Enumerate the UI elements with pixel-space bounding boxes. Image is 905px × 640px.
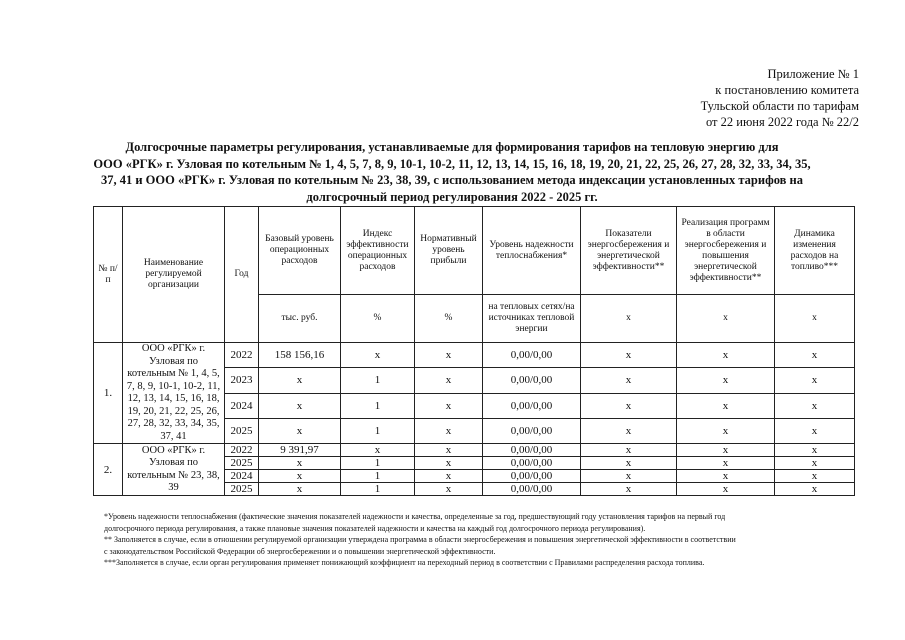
title-line: Долгосрочные параметры регулирования, устанавливаемые для формирования тарифов на тепловую энергию для xyxy=(125,140,779,154)
unit-index: % xyxy=(341,295,415,343)
cell-program: х xyxy=(677,470,775,483)
unit-energy: х xyxy=(581,295,677,343)
cell-index: 1 xyxy=(341,418,415,443)
unit-profit: % xyxy=(415,295,483,343)
cell-reliability: 0,00/0,00 xyxy=(483,483,581,496)
cell-base: 158 156,16 xyxy=(259,343,341,368)
parameters-table xyxy=(93,206,855,496)
header-program: Реализация программ в области энергосбережения и повышения энергетической эффективности** xyxy=(677,207,775,295)
header-energy: Показатели энергосбережения и энергетической эффективности** xyxy=(581,207,677,295)
cell-program: х xyxy=(677,483,775,496)
header-row xyxy=(94,207,855,295)
header-year: Год xyxy=(225,207,259,343)
header-org: Наименование регулируемой организации xyxy=(123,207,225,343)
cell-fuel: х xyxy=(775,483,855,496)
appendix-line: Приложение № 1 xyxy=(767,67,859,81)
cell-fuel: х xyxy=(775,368,855,393)
cell-reliability: 0,00/0,00 xyxy=(483,444,581,457)
cell-reliability: 0,00/0,00 xyxy=(483,368,581,393)
header-index: Индекс эффективности операционных расходов xyxy=(341,207,415,295)
cell-energy: х xyxy=(581,483,677,496)
cell-index: х xyxy=(341,444,415,457)
cell-energy: х xyxy=(581,343,677,368)
cell-base: х xyxy=(259,393,341,418)
table-row xyxy=(94,343,855,368)
cell-base: х xyxy=(259,470,341,483)
cell-program: х xyxy=(677,418,775,443)
title-line: 37, 41 и ООО «РГК» г. Узловая по котельным № 23, 38, 39, с использованием метода индексации установленных тарифов на xyxy=(100,173,804,187)
appendix-block xyxy=(701,66,859,130)
footnote-line: ** Заполняется в случае, если в отношении регулируемой организации утверждена программа в области энергосбережения и повышения энергетической эффективности в соответствии xyxy=(104,535,736,544)
cell-index: 1 xyxy=(341,483,415,496)
unit-program: х xyxy=(677,295,775,343)
cell-fuel: х xyxy=(775,343,855,368)
cell-fuel: х xyxy=(775,470,855,483)
footnote-line: ***Заполняется в случае, если орган регулирования применяет понижающий коэффициент на переходный период в соответствии с Правилами распределения расхода топлива. xyxy=(104,558,705,567)
footnote-line: *Уровень надежности теплоснабжения (фактические значения показателей надежности и качества, определенные за год, предшествующий году установления тарифов на первый год xyxy=(104,512,726,521)
cell-reliability: 0,00/0,00 xyxy=(483,393,581,418)
cell-base: х xyxy=(259,368,341,393)
table-row xyxy=(94,444,855,457)
footnote-line: долгосрочного периода регулирования, а также плановые значения показателей надежности и качества на каждый год долгосрочного периода регулирования). xyxy=(104,523,646,533)
unit-reliability: на тепловых сетях/на источниках тепловой энергии xyxy=(483,295,581,343)
cell-profit: х xyxy=(415,470,483,483)
cell-energy: х xyxy=(581,368,677,393)
cell-index: 1 xyxy=(341,393,415,418)
cell-program: х xyxy=(677,393,775,418)
document-title xyxy=(92,139,812,205)
footnotes xyxy=(104,511,864,569)
appendix-line: от 22 июня 2022 года № 22/2 xyxy=(705,115,859,129)
cell-energy: х xyxy=(581,418,677,443)
cell-base: х xyxy=(259,483,341,496)
title-line: долгосрочный период регулирования 2022 - 2025 гг. xyxy=(306,189,598,204)
cell-fuel: х xyxy=(775,457,855,470)
cell-reliability: 0,00/0,00 xyxy=(483,457,581,470)
cell-profit: х xyxy=(415,457,483,470)
header-num: № п/п xyxy=(94,207,123,343)
cell-base: 9 391,97 xyxy=(259,444,341,457)
header-fuel: Динамика изменения расходов на топливо*** xyxy=(775,207,855,295)
cell-year: 2024 xyxy=(225,470,259,483)
cell-year: 2025 xyxy=(225,418,259,443)
cell-year: 2022 xyxy=(225,343,259,368)
header-reliability: Уровень надежности теплоснабжения* xyxy=(483,207,581,295)
cell-index: 1 xyxy=(341,470,415,483)
cell-profit: х xyxy=(415,483,483,496)
cell-fuel: х xyxy=(775,393,855,418)
appendix-line: к постановлению комитета xyxy=(715,83,859,97)
cell-profit: х xyxy=(415,368,483,393)
cell-program: х xyxy=(677,343,775,368)
cell-index: 1 xyxy=(341,368,415,393)
unit-base: тыс. руб. xyxy=(259,295,341,343)
cell-profit: х xyxy=(415,418,483,443)
cell-year: 2025 xyxy=(225,457,259,470)
cell-base: х xyxy=(259,457,341,470)
group-num: 2. xyxy=(94,444,123,496)
group-num: 1. xyxy=(94,343,123,444)
group-org: ООО «РГК» г. Узловая по котельным № 23, 38, 39 xyxy=(123,444,225,496)
cell-year: 2022 xyxy=(225,444,259,457)
appendix-line: Тульской области по тарифам xyxy=(700,99,859,113)
cell-profit: х xyxy=(415,343,483,368)
cell-fuel: х xyxy=(775,444,855,457)
header-base: Базовый уровень операционных расходов xyxy=(259,207,341,295)
cell-index: х xyxy=(341,343,415,368)
cell-base: х xyxy=(259,418,341,443)
cell-energy: х xyxy=(581,444,677,457)
cell-profit: х xyxy=(415,393,483,418)
cell-reliability: 0,00/0,00 xyxy=(483,343,581,368)
cell-year: 2025 xyxy=(225,483,259,496)
cell-energy: х xyxy=(581,393,677,418)
cell-index: 1 xyxy=(341,457,415,470)
cell-program: х xyxy=(677,368,775,393)
cell-year: 2024 xyxy=(225,393,259,418)
cell-reliability: 0,00/0,00 xyxy=(483,470,581,483)
unit-fuel: х xyxy=(775,295,855,343)
cell-profit: х xyxy=(415,444,483,457)
title-line: ООО «РГК» г. Узловая по котельным № 1, 4, 5, 7, 8, 9, 10-1, 10-2, 11, 12, 13, 14, 15, 16, 18, 19, 20, 21, 22, 25, 26, 27, 28, 32, 33, 34, 35, xyxy=(93,156,811,171)
cell-program: х xyxy=(677,444,775,457)
cell-energy: х xyxy=(581,470,677,483)
cell-fuel: х xyxy=(775,418,855,443)
cell-energy: х xyxy=(581,457,677,470)
cell-reliability: 0,00/0,00 xyxy=(483,418,581,443)
cell-year: 2023 xyxy=(225,368,259,393)
header-profit: Нормативный уровень прибыли xyxy=(415,207,483,295)
footnote-line: с законодательством Российской Федерации об энергосбережении и о повышении энергетической эффективности. xyxy=(104,546,496,556)
cell-program: х xyxy=(677,457,775,470)
group-org: ООО «РГК» г. Узловая по котельным № 1, 4, 5, 7, 8, 9, 10-1, 10-2, 11, 12, 13, 14, 15, 16, 18, 19, 20, 21, 22, 25, 26, 27, 28, 32, 33, 34, 35, 37, 41 xyxy=(123,343,225,444)
